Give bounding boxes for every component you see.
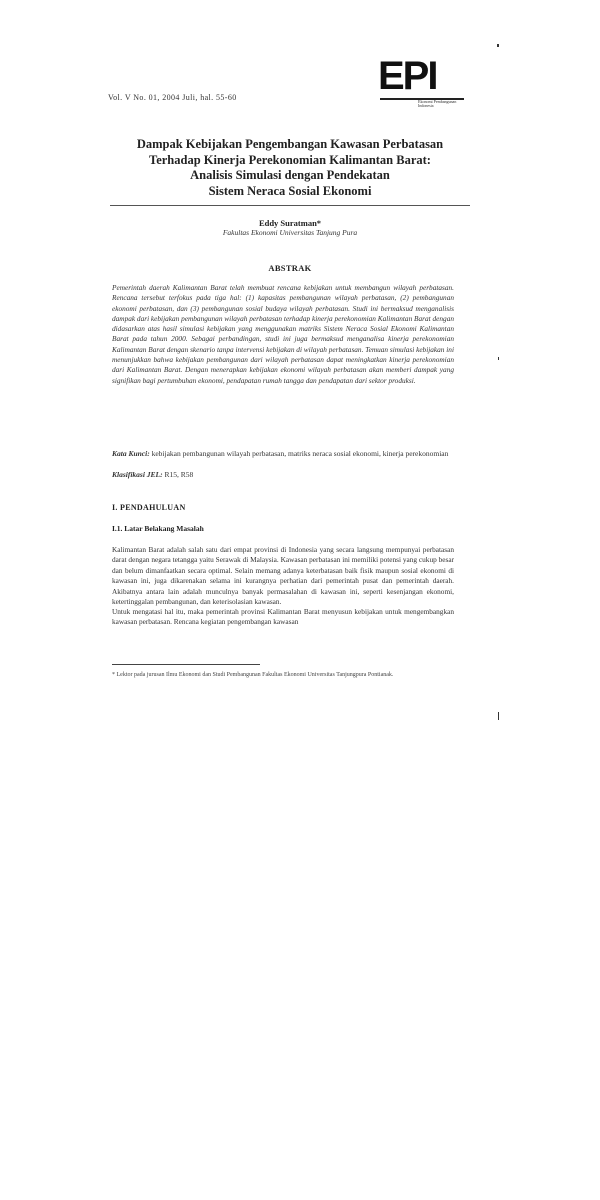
journal-logo: [378, 54, 468, 110]
scan-speck: [497, 44, 499, 47]
author-affiliation: Fakultas Ekonomi Universitas Tanjung Pura: [222, 228, 358, 237]
paragraph-2: Untuk mengatasi hal itu, maka pemerintah provinsi Kalimantan Barat menyusun kebijakan untuk mengembangkan kawasan perbatasan. Rencana kegiatan pengembangan kawasan: [112, 607, 454, 627]
scan-speck: [498, 712, 499, 720]
title-line-4: Sistem Neraca Sosial Ekonomi: [208, 183, 372, 198]
subsection-heading: I.1. Latar Belakang Masalah: [112, 524, 204, 533]
paper-title: [100, 137, 480, 199]
abstract-body: Pemerintah daerah Kalimantan Barat telah membuat rencana kebijakan untuk membangun wilayah perbatasan. Rencana tersebut terfokus pada tiga hal: (1) kapasitas pembangunan wilayah perbatasan, (2) pembangunan ekonomi perbatasan, dan (3) pembangunan sosial budaya wilayah perbatasan. Studi ini bermaksud menganalisis dampak dari kebijakan pembangunan wilayah perbatasan terhadap kinerja perekonomian Kalimantan Barat dengan didasarkan atas hasil simulasi kebijakan yang menggunakan matriks Sistem Neraca Sosial Ekonomi Kalimantan Barat pada tahun 2000. Sebagai perbandingan, studi ini juga bermaksud menganalisa kinerja perekonomian Kalimantan Barat dengan skenario tanpa intervensi kebijakan di wilayah perbatasan. Temuan simulasi kebijakan ini menunjukkan bahwa kebijakan pembangunan dari wilayah perbatasan dapat meningkatkan kinerja perekonomian dari Kalimantan Barat. Dengan menerapkan kebijakan ekonomi wilayah perbatasan akan memberi dampak yang signifikan bagi pertumbuhan ekonomi, pendapatan rumah tangga dan pendapatan dari sektor produksi.: [112, 283, 454, 385]
title-divider: [110, 205, 470, 206]
volume-line: Vol. V No. 01, 2004 Juli, hal. 55-60: [108, 93, 237, 102]
keywords-text: kebijakan pembangunan wilayah perbatasan, matriks neraca sosial ekonomi, kinerja perekonomian: [151, 449, 449, 458]
paragraph-1: Kalimantan Barat adalah salah satu dari empat provinsi di Indonesia yang secara langsung mempunyai perbatasan darat dengan negara tetangga yaitu Serawak di Malaysia. Kawasan perbatasan ini memiliki potensi yang cukup besar dan belum dimanfaatkan secara optimal. Selain memang adanya keterbatasan baik fisik maupun sosial ekonomi di kawasan ini, juga dikarenakan selama ini kurangnya perhatian dari pemerintah pusat dan pemerintah daerah. Akibatnya antara lain adalah munculnya banyak permasalahan di kawasan ini, seperti kesenjangan ekonomi, ketertinggalan pembangunan, dan keterisolasian kawasan.: [112, 545, 454, 607]
scan-speck: [498, 357, 499, 360]
title-line-1: Dampak Kebijakan Pengembangan Kawasan Perbatasan: [136, 137, 444, 151]
jel-classification: [112, 470, 193, 479]
title-line-3: Analisis Simulasi dengan Pendekatan: [190, 168, 390, 182]
title-line-2: Terhadap Kinerja Perekonomian Kalimantan Barat:: [149, 152, 431, 167]
footnote: * Lektor pada jurusan Ilmu Ekonomi dan Studi Pembangunan Fakultas Ekonomi Universitas Tanjungpura Pontianak.: [112, 672, 394, 678]
footnote-rule: [112, 664, 260, 665]
keywords-label: Kata Kunci:: [112, 449, 150, 458]
abstract-heading: ABSTRAK: [268, 263, 312, 273]
jel-codes: R15, R58: [164, 470, 194, 479]
jel-label: Klasifikasi JEL:: [112, 470, 163, 479]
logo-text: EPI: [378, 54, 437, 98]
keywords: [112, 449, 462, 460]
author-name: Eddy Suratman*: [258, 218, 322, 228]
section-heading: I. PENDAHULUAN: [112, 503, 186, 512]
logo-subtitle: Ekonomi Pembangunan Indonesia: [418, 99, 457, 109]
